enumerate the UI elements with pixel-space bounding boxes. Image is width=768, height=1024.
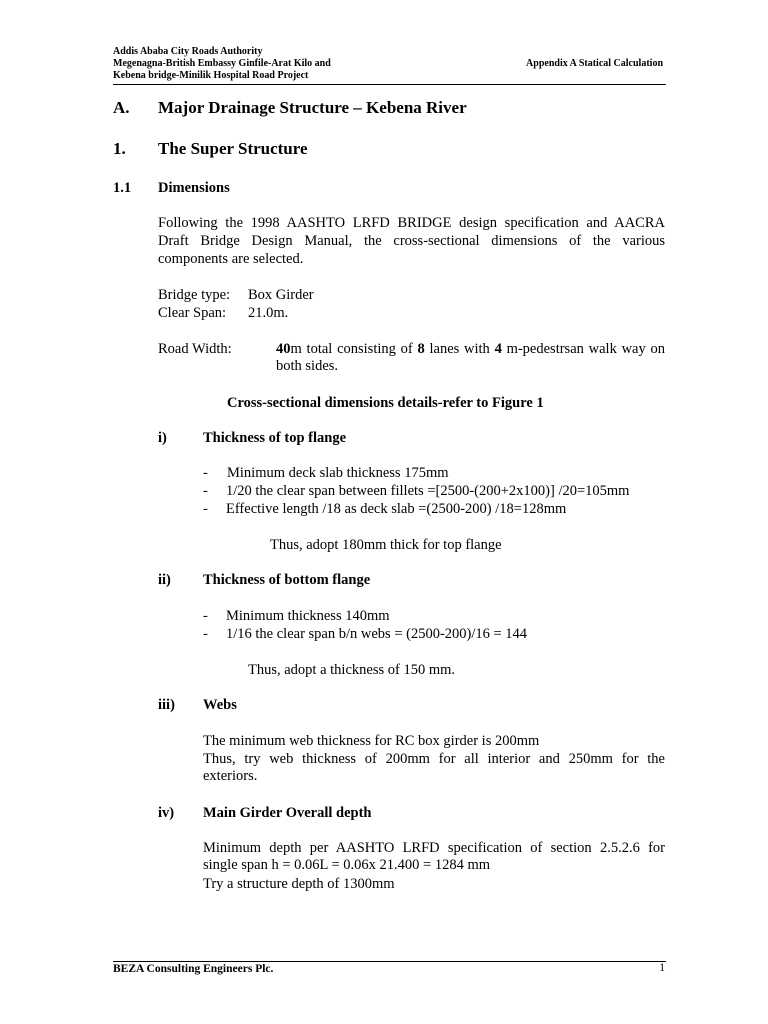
header-org-line-3: Kebena bridge-Minilik Hospital Road Project (113, 70, 309, 81)
bottom-flange-item-2: 1/16 the clear span b/n webs = (2500-200)/16 = 144 (226, 626, 528, 642)
depth-line-1: Minimum depth per AASHTO LRFD specification of section 2.5.2.6 for (203, 840, 665, 856)
road-width-text-b: lanes with (424, 341, 495, 357)
section-1-number: 1. (113, 139, 126, 158)
webs-line-3: exteriors. (203, 768, 258, 784)
road-width-text-c: m-pedestrsan walk way on (501, 341, 665, 357)
walkway-width: 4 (494, 341, 502, 357)
clear-span-label: Clear Span: (158, 305, 227, 321)
section-a-title: Major Drainage Structure – Kebena River (158, 98, 467, 117)
cross-section-reference: Cross-sectional dimensions details-refer to Figure 1 (227, 395, 544, 411)
list-dash: - (203, 483, 208, 499)
item-i-title: Thickness of top flange (203, 430, 347, 446)
header-appendix-title: Appendix A Statical Calculation (526, 58, 663, 69)
webs-line-2: Thus, try web thickness of 200mm for all interior and 250mm for the (203, 751, 665, 767)
section-1-title: The Super Structure (158, 139, 308, 158)
webs-line-1: The minimum web thickness for RC box girder is 200mm (203, 733, 540, 749)
top-flange-item-3: Effective length /18 as deck slab =(2500-200) /18=128mm (226, 501, 567, 517)
item-iii-title: Webs (203, 697, 237, 713)
intro-line-3: components are selected. (158, 251, 304, 267)
road-width-line-1 (276, 341, 665, 359)
bridge-type-value: Box Girder (248, 287, 314, 303)
road-width-line-2: both sides. (276, 358, 339, 374)
header-org-line-2: Megenagna-British Embassy Ginfile-Arat Kilo and (113, 58, 331, 69)
bridge-type-label: Bridge type: (158, 287, 231, 303)
list-dash: - (203, 626, 208, 642)
bottom-flange-conclusion: Thus, adopt a thickness of 150 mm. (248, 662, 456, 678)
header-org-line-1: Addis Ababa City Roads Authority (113, 46, 263, 57)
intro-line-1: Following the 1998 AASHTO LRFD BRIDGE design specification and AACRA (158, 215, 665, 231)
list-dash: - (203, 608, 208, 624)
list-dash: - (203, 501, 208, 517)
road-width-text-a: m total consisting of (290, 341, 418, 357)
item-iv-number: iv) (158, 805, 175, 821)
footer-rule (113, 961, 666, 962)
page-number: 1 (659, 962, 665, 974)
item-ii-title: Thickness of bottom flange (203, 572, 371, 588)
intro-line-2: Draft Bridge Design Manual, the cross-sectional dimensions of the various (158, 233, 665, 249)
section-1-1-title: Dimensions (158, 180, 230, 196)
section-a-number: A. (113, 98, 130, 117)
top-flange-item-1: Minimum deck slab thickness 175mm (227, 465, 449, 481)
item-i-number: i) (158, 430, 167, 446)
depth-line-3: Try a structure depth of 1300mm (203, 876, 395, 892)
clear-span-value: 21.0m. (248, 305, 289, 321)
item-iii-number: iii) (158, 697, 175, 713)
list-dash: - (203, 465, 208, 481)
header-rule (113, 84, 666, 85)
road-width-label: Road Width: (158, 341, 232, 357)
item-ii-number: ii) (158, 572, 171, 588)
item-iv-title: Main Girder Overall depth (203, 805, 372, 821)
depth-line-2: single span h = 0.06L = 0.06x 21.400 = 1284 mm (203, 857, 490, 873)
footer-company: BEZA Consulting Engineers Plc. (113, 963, 274, 975)
road-width-number: 40 (276, 341, 291, 357)
section-1-1-number: 1.1 (113, 180, 132, 196)
top-flange-conclusion: Thus, adopt 180mm thick for top flange (270, 537, 502, 553)
top-flange-item-2: 1/20 the clear span between fillets =[2500-(200+2x100)] /20=105mm (226, 483, 630, 499)
bottom-flange-item-1: Minimum thickness 140mm (226, 608, 390, 624)
lane-count: 8 (417, 341, 425, 357)
